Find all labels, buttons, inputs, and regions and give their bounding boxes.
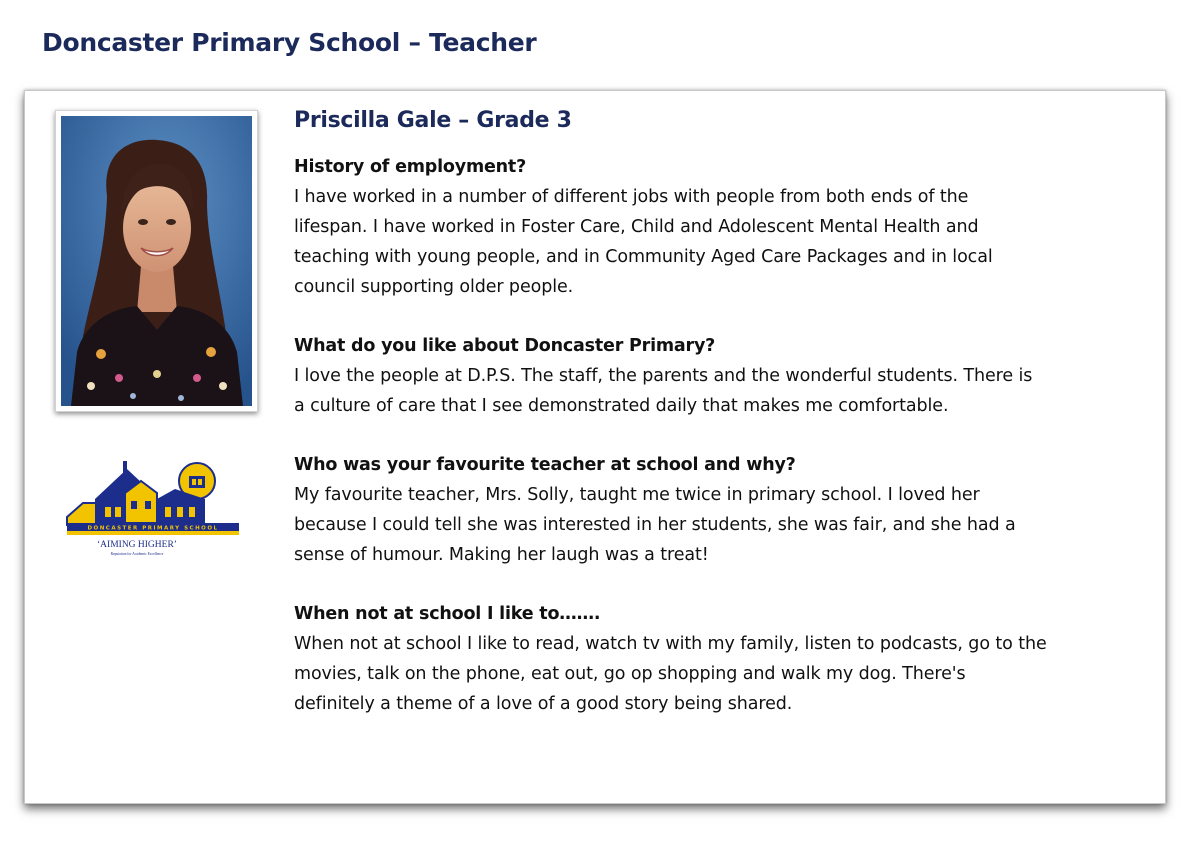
teacher-portrait-icon: [61, 116, 252, 406]
qa-hobbies: [294, 600, 1154, 719]
teacher-photo: [55, 110, 258, 412]
question-hobbies: When not at school I like to…….: [294, 604, 601, 624]
question-likes: What do you like about Doncaster Primary?: [294, 336, 716, 356]
teacher-name-heading: Priscilla Gale – Grade 3: [294, 108, 572, 133]
answer-employment: I have worked in a number of different jobs with people from both ends of the lifespan. I have worked in Foster Care, Child and Adolescent Mental Health and teaching with young people, and in Community Aged Care Packages and in local council supporting older people.: [294, 187, 993, 297]
logo-tagline: Reputation for Academic Excellence: [110, 552, 164, 556]
logo-motto: ‘AIMING HIGHER’: [97, 540, 177, 550]
logo-banner-text: DONCASTER PRIMARY SCHOOL: [87, 525, 219, 532]
question-employment: History of employment?: [294, 157, 527, 177]
school-logo-icon: [65, 459, 245, 563]
answer-hobbies: When not at school I like to read, watch tv with my family, listen to podcasts, go to the movies, talk on the phone, eat out, go op shopping and walk my dog. There's definitely a theme of a love of a good story being shared.: [294, 634, 1047, 714]
school-logo: [65, 459, 245, 567]
page-title: Doncaster Primary School – Teacher: [42, 28, 537, 57]
profile-content: [294, 105, 1154, 749]
answer-favourite-teacher: My favourite teacher, Mrs. Solly, taught me twice in primary school. I loved her because I could tell she was interested in her students, she was fair, and she had a sense of humour. Making her laugh was a treat!: [294, 485, 1016, 565]
question-favourite-teacher: Who was your favourite teacher at school and why?: [294, 455, 796, 475]
profile-card: [24, 90, 1166, 804]
qa-favourite-teacher: [294, 451, 1154, 570]
answer-likes: I love the people at D.P.S. The staff, the parents and the wonderful students. There is a culture of care that I see demonstrated daily that makes me comfortable.: [294, 366, 1033, 416]
qa-likes: [294, 332, 1154, 421]
qa-employment: [294, 153, 1154, 302]
